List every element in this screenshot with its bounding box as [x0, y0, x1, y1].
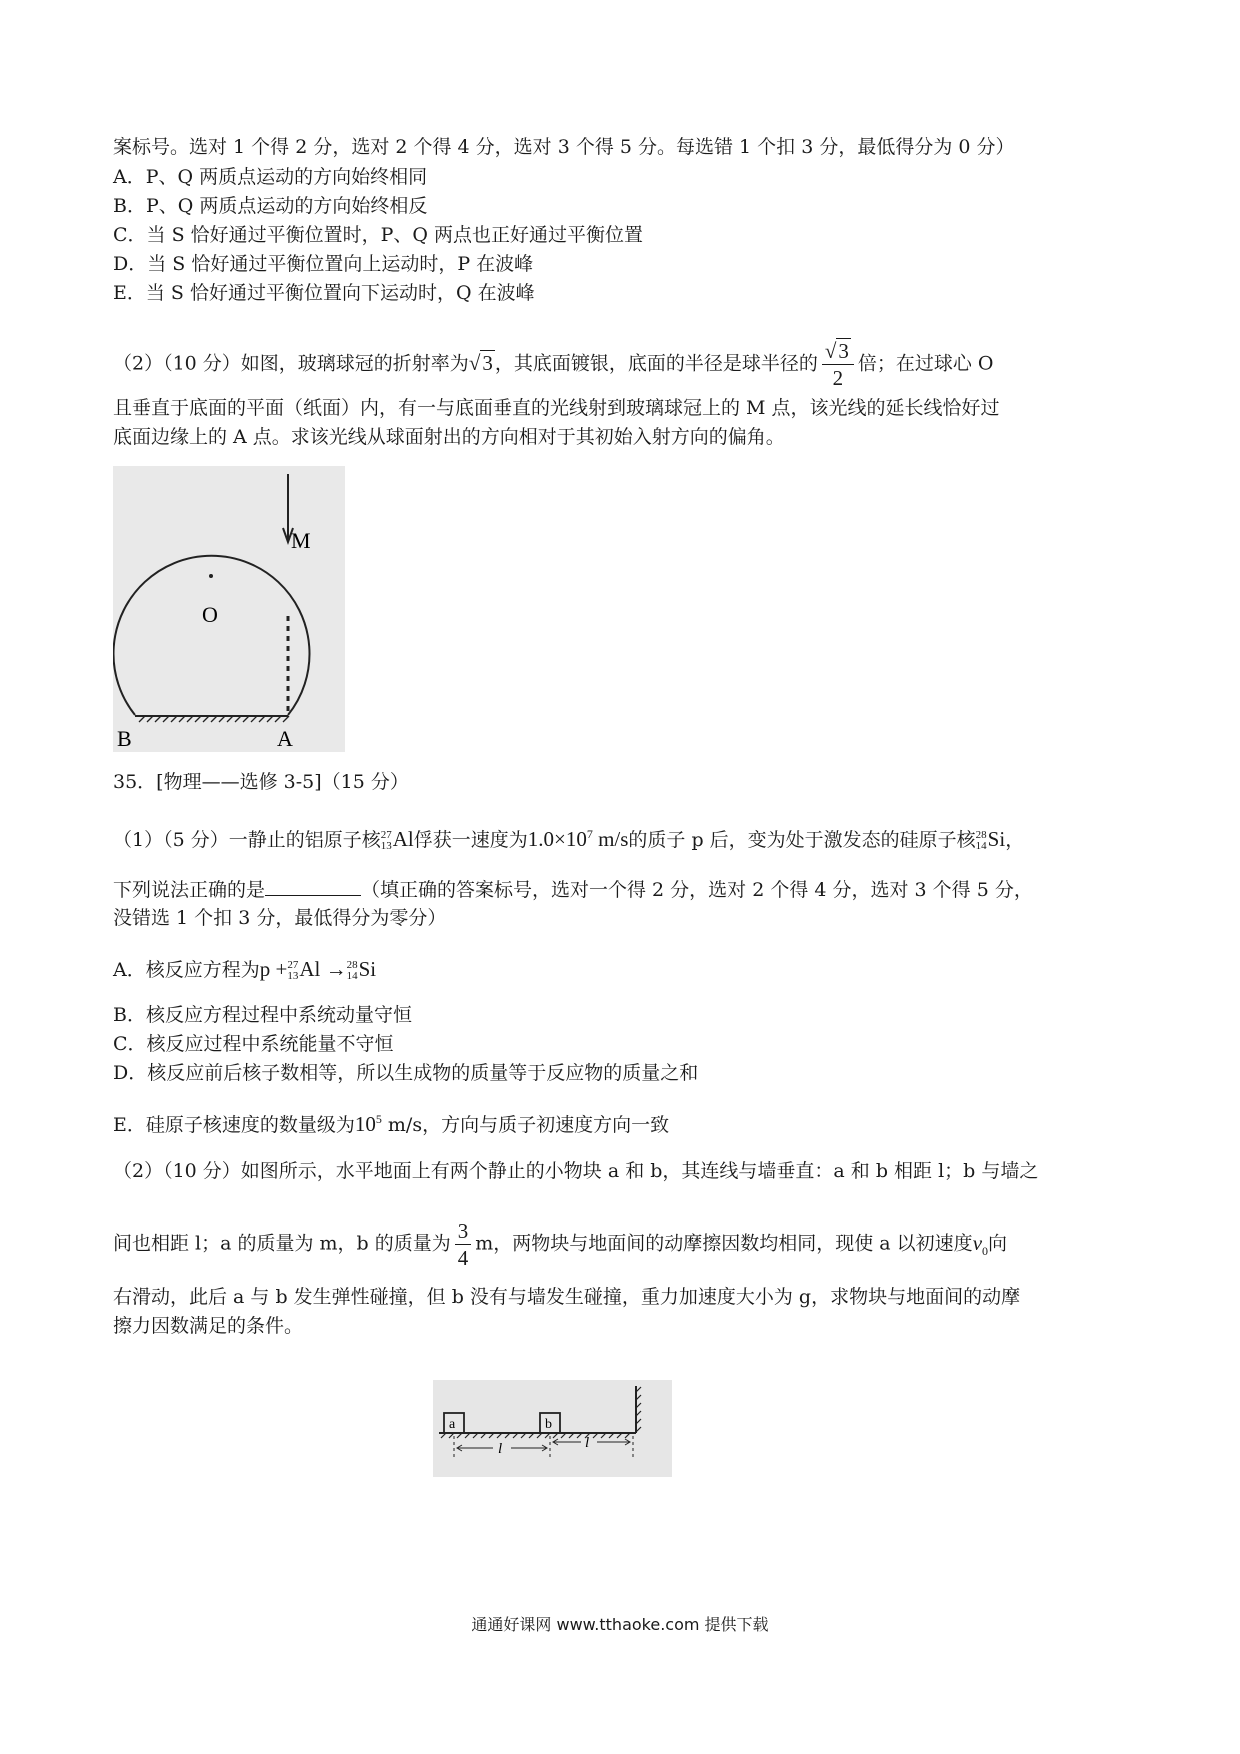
q35-part2-line4: 擦力因数满足的条件。 — [113, 1315, 304, 1337]
label-l1: l — [498, 1441, 503, 1457]
label-m: M — [291, 528, 311, 553]
q35-part1-line2: 下列说法正确的是 （填正确的答案标号，选对一个得 2 分，选对 2 个得 4 分，选对 3 个得 5 分， — [113, 879, 1033, 901]
q34-option-b: B．P、Q 两质点运动的方向始终相反 — [113, 195, 428, 217]
fraction-sqrt3-over-2: $\frac{√3}{2}$ — [822, 338, 854, 391]
label-o: O — [202, 602, 218, 627]
nuclide-si28: 28 14 Si — [975, 827, 1006, 853]
q35-option-d: D．核反应前后核子数相等，所以生成物的质量等于反应物的质量之和 — [113, 1062, 699, 1084]
blocks-wall-figure — [433, 1380, 672, 1477]
q35-option-b: B．核反应方程过程中系统动量守恒 — [113, 1004, 412, 1026]
q34-option-e: E．当 S 恰好通过平衡位置向下运动时，Q 在波峰 — [113, 282, 535, 304]
spherical-cap-figure — [113, 466, 345, 752]
q34-part2-line1 — [113, 338, 994, 391]
q35-part1-line3: 没错选 1 个扣 3 分，最低得分为零分） — [113, 907, 447, 929]
sqrt-3: √3 — [468, 350, 493, 375]
q35-option-a: A．核反应方程为p + 27 13 Al → 28 14 Si — [113, 957, 377, 983]
q34-part2-pre: （2）（10 分）如图，玻璃球冠的折射率为 — [113, 352, 469, 375]
q34-part2-post: 倍；在过球心 O — [857, 352, 994, 375]
q35-part2-line1: （2）（10 分）如图所示，水平地面上有两个静止的小物块 a 和 b，其连线与墙垂直：a 和 b 相距 l；b 与墙之 — [113, 1160, 1039, 1182]
proton-speed: $1.0\times 10^7$ m/s — [527, 827, 629, 851]
q34-option-a: A．P、Q 两质点运动的方向始终相同 — [113, 166, 428, 188]
q34-part2-line3: 底面边缘上的 A 点。求该光线从球面射出的方向相对于其初始入射方向的偏角。 — [113, 426, 785, 448]
q35-part2-line2: 间也相距 l；a 的质量为 m，b 的质量为 $\frac{3}{4}$ m，两物块与地面间的动摩擦因数均相同，现使 a 以初速度$v_0$向 — [113, 1219, 1008, 1270]
q34-option-d: D．当 S 恰好通过平衡位置向上运动时，P 在波峰 — [113, 253, 534, 275]
fraction-3-over-4: $\frac{3}{4}$ — [455, 1218, 472, 1271]
q35-heading: 35．[物理——选修 3-5]（15 分） — [113, 771, 409, 793]
label-b: B — [117, 726, 132, 751]
nuclide-al27: 27 13 Al — [380, 827, 414, 853]
center-dot — [209, 574, 213, 578]
q34-part2-mid: ，其底面镀银，底面的半径是球半径的 — [494, 352, 818, 375]
q35-part1-line1: （1）（5 分）一静止的铝原子核 27 13 Al俘获一速度为$1.0\times 10^7$ m/s的质子 p 后，变为处于激发态的硅原子核 28 14 Si， — [113, 827, 1025, 853]
initial-velocity: $v_0$ — [972, 1230, 989, 1258]
q34-option-c: C．当 S 恰好通过平衡位置时，P、Q 两点也正好通过平衡位置 — [113, 224, 644, 246]
q35-option-c: C．核反应过程中系统能量不守恒 — [113, 1033, 394, 1055]
q34-part2-line2: 且垂直于底面的平面（纸面）内，有一与底面垂直的光线射到玻璃球冠上的 M 点，该光线的延长线恰好过 — [113, 397, 1000, 419]
label-l2: l — [585, 1435, 590, 1451]
reaction-equation: p + 27 13 Al → 28 14 Si — [259, 957, 377, 983]
page-footer: 通通好课网 www.tthaoke.com 提供下载 — [471, 1615, 769, 1634]
label-block-a: a — [449, 1417, 456, 1432]
label-block-b: b — [545, 1417, 552, 1432]
q35-part2-line3: 右滑动，此后 a 与 b 发生弹性碰撞，但 b 没有与墙发生碰撞，重力加速度大小为 g，求物块与地面间的动摩 — [113, 1286, 1021, 1308]
q34-intro-tail: 案标号。选对 1 个得 2 分，选对 2 个得 4 分，选对 3 个得 5 分。每选错 1 个扣 3 分，最低得分为 0 分） — [113, 136, 1015, 158]
answer-blank[interactable] — [265, 877, 361, 896]
label-a: A — [277, 726, 293, 751]
q35-option-e: E．硅原子核速度的数量级为$10^5$ m/s，方向与质子初速度方向一致 — [113, 1112, 670, 1136]
